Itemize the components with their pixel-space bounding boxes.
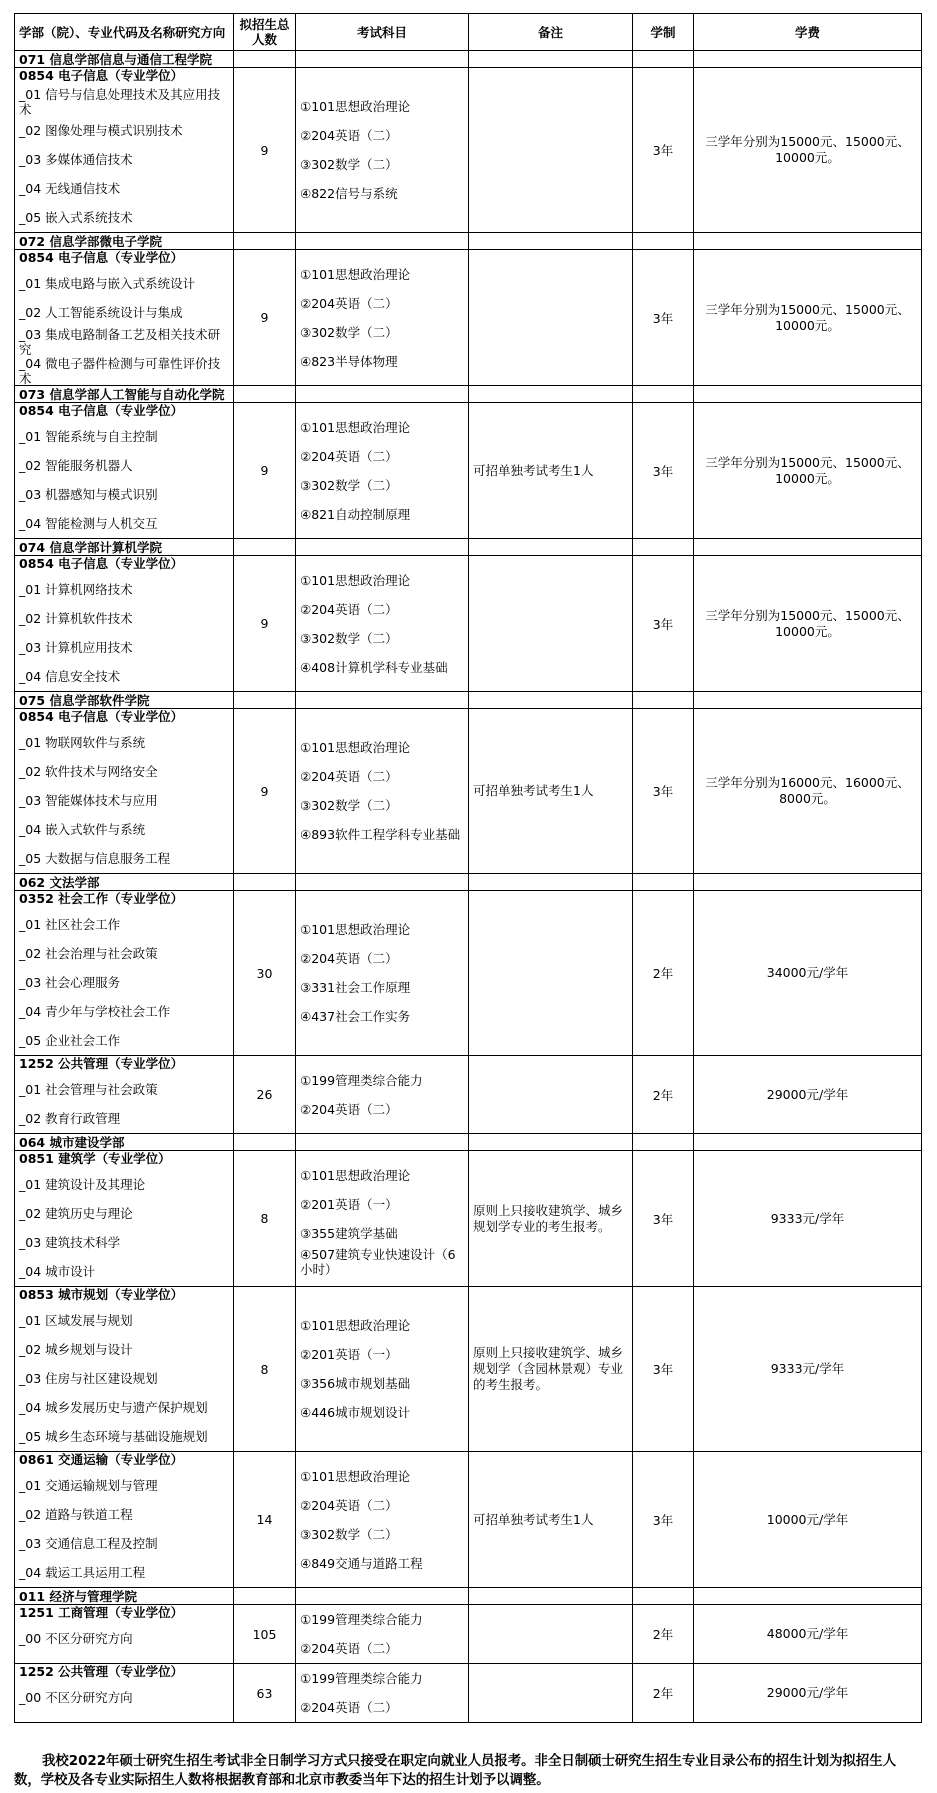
exam-subject: ④437社会工作实务: [300, 1009, 411, 1024]
research-direction: _04 青少年与学校社会工作: [19, 1004, 171, 1019]
exam-subjects: [296, 1056, 469, 1134]
research-direction: _05 企业社会工作: [19, 1033, 121, 1048]
exam-subjects: [296, 891, 469, 1056]
exam-subject: ④823半导体物理: [300, 353, 398, 369]
major-cell: [15, 556, 234, 692]
college-name: 064 城市建设学部: [15, 1134, 234, 1151]
exam-subject: ②204英语（二）: [300, 1700, 398, 1715]
exam-subjects: [296, 1287, 469, 1452]
empty-cell: [296, 1134, 469, 1151]
exam-subject: ①199管理类综合能力: [300, 1612, 423, 1627]
empty-cell: [296, 233, 469, 250]
major-row: [15, 556, 922, 692]
empty-cell: [633, 692, 694, 709]
college-name: 073 信息学部人工智能与自动化学院: [15, 386, 234, 403]
major-cell: [15, 68, 234, 233]
major-cell: [15, 1287, 234, 1452]
exam-subjects: [296, 1452, 469, 1588]
research-direction: _03 建筑技术科学: [19, 1235, 121, 1250]
empty-cell: [633, 1134, 694, 1151]
table-body: [15, 51, 922, 1723]
exam-subject: ④849交通与道路工程: [300, 1555, 423, 1571]
tuition-fee: 三学年分别为16000元、16000元、8000元。: [694, 709, 922, 874]
major-cell: [15, 403, 234, 539]
research-direction: _04 嵌入式软件与系统: [19, 822, 146, 837]
exam-subject: ①101思想政治理论: [300, 99, 411, 114]
research-direction: _02 城乡规划与设计: [19, 1342, 133, 1357]
enrollment-count: 9: [234, 250, 296, 386]
exam-subject: ④446城市规划设计: [300, 1405, 411, 1420]
empty-cell: [694, 1588, 922, 1605]
exam-subject: ③302数学（二）: [300, 324, 398, 340]
exam-subject: ②204英语（二）: [300, 128, 398, 143]
research-direction: _00 不区分研究方向: [19, 1690, 133, 1705]
empty-cell: [296, 874, 469, 891]
study-years: 2年: [633, 891, 694, 1056]
major-row: [15, 1287, 922, 1452]
study-years: 2年: [633, 1056, 694, 1134]
major-row: [15, 891, 922, 1056]
exam-subjects: [296, 709, 469, 874]
research-direction: _02 软件技术与网络安全: [19, 764, 158, 779]
exam-subject: ②204英语（二）: [300, 951, 398, 966]
research-direction: _02 计算机软件技术: [19, 611, 133, 626]
research-direction: _03 机器感知与模式识别: [19, 487, 158, 502]
exam-subjects: [296, 556, 469, 692]
empty-cell: [469, 386, 633, 403]
major-name: 0853 城市规划（专业学位）: [19, 1287, 184, 1302]
research-direction: _05 大数据与信息服务工程: [19, 851, 171, 866]
header-count: 拟招生总人数: [234, 14, 296, 51]
exam-subject: ③355建筑学基础: [300, 1225, 398, 1241]
empty-cell: [234, 874, 296, 891]
empty-cell: [469, 1588, 633, 1605]
empty-cell: [633, 386, 694, 403]
exam-subject: ①101思想政治理论: [300, 1167, 411, 1183]
research-direction: _02 图像处理与模式识别技术: [19, 123, 183, 138]
research-direction: _01 信号与信息处理技术及其应用技术: [19, 86, 221, 117]
remark-cell: 原则上只接收建筑学、城乡规划学专业的考生报考。: [469, 1151, 633, 1287]
empty-cell: [694, 1134, 922, 1151]
remark-cell: 可招单独考试考生1人: [469, 403, 633, 539]
major-name: 0854 电子信息（专业学位）: [19, 250, 184, 265]
empty-cell: [234, 692, 296, 709]
research-direction: _03 计算机应用技术: [19, 640, 133, 655]
empty-cell: [296, 539, 469, 556]
research-direction: _01 智能系统与自主控制: [19, 429, 158, 444]
header-fee: 学费: [694, 14, 922, 51]
enrollment-count: 30: [234, 891, 296, 1056]
research-direction: _01 计算机网络技术: [19, 582, 133, 597]
exam-subject: ②204英语（二）: [300, 295, 398, 311]
enrollment-count: 9: [234, 68, 296, 233]
research-direction: _02 建筑历史与理论: [19, 1206, 133, 1221]
major-name: 0854 电子信息（专业学位）: [19, 556, 184, 571]
empty-cell: [469, 51, 633, 68]
tuition-fee: 9333元/学年: [694, 1287, 922, 1452]
exam-subject: ③356城市规划基础: [300, 1376, 411, 1391]
enrollment-count: 8: [234, 1287, 296, 1452]
empty-cell: [234, 233, 296, 250]
major-row: [15, 1605, 922, 1664]
header-note: 备注: [469, 14, 633, 51]
empty-cell: [296, 386, 469, 403]
major-cell: [15, 1151, 234, 1287]
major-cell: [15, 709, 234, 874]
college-row: [15, 874, 922, 891]
remark-cell: [469, 556, 633, 692]
research-direction: _04 微电子器件检测与可靠性评价技术: [19, 355, 221, 386]
research-direction: _02 人工智能系统设计与集成: [19, 305, 183, 320]
research-direction: _00 不区分研究方向: [19, 1631, 133, 1646]
study-years: 3年: [633, 403, 694, 539]
exam-subject: ③302数学（二）: [300, 798, 398, 813]
exam-subject: ②201英语（一）: [300, 1347, 398, 1362]
empty-cell: [694, 386, 922, 403]
exam-subjects: [296, 250, 469, 386]
major-row: [15, 1151, 922, 1287]
exam-subject: ④408计算机学科专业基础: [300, 659, 448, 675]
exam-subjects: [296, 68, 469, 233]
tuition-fee: 29000元/学年: [694, 1664, 922, 1723]
exam-subject: ④822信号与系统: [300, 186, 398, 201]
empty-cell: [469, 539, 633, 556]
empty-cell: [469, 692, 633, 709]
research-direction: _03 社会心理服务: [19, 975, 121, 990]
empty-cell: [694, 539, 922, 556]
research-direction: _04 城乡发展历史与遗产保护规划: [19, 1400, 208, 1415]
major-cell: [15, 891, 234, 1056]
exam-subject: ②204英语（二）: [300, 448, 398, 464]
tuition-fee: 34000元/学年: [694, 891, 922, 1056]
study-years: 2年: [633, 1664, 694, 1723]
remark-cell: 原则上只接收建筑学、城乡规划学（含园林景观）专业的考生报考。: [469, 1287, 633, 1452]
college-name: 075 信息学部软件学院: [15, 692, 234, 709]
empty-cell: [633, 874, 694, 891]
research-direction: _01 交通运输规划与管理: [19, 1478, 158, 1493]
empty-cell: [469, 233, 633, 250]
exam-subject: ②204英语（二）: [300, 1641, 398, 1656]
exam-subject: ①199管理类综合能力: [300, 1671, 423, 1686]
exam-subjects: [296, 403, 469, 539]
tuition-fee: 三学年分别为15000元、15000元、10000元。: [694, 403, 922, 539]
tuition-fee: 9333元/学年: [694, 1151, 922, 1287]
enrollment-count: 9: [234, 556, 296, 692]
research-direction: _05 嵌入式系统技术: [19, 210, 133, 225]
research-direction: _02 教育行政管理: [19, 1111, 121, 1126]
study-years: 3年: [633, 68, 694, 233]
college-row: [15, 1588, 922, 1605]
study-years: 3年: [633, 1151, 694, 1287]
college-row: [15, 539, 922, 556]
research-direction: _01 社区社会工作: [19, 917, 121, 932]
remark-cell: [469, 250, 633, 386]
tuition-fee: 三学年分别为15000元、15000元、10000元。: [694, 68, 922, 233]
exam-subjects: [296, 1664, 469, 1723]
exam-subject: ①101思想政治理论: [300, 266, 411, 282]
empty-cell: [234, 51, 296, 68]
research-direction: _03 多媒体通信技术: [19, 152, 133, 167]
remark-cell: [469, 1605, 633, 1664]
major-name: 0861 交通运输（专业学位）: [19, 1452, 184, 1467]
major-row: [15, 1452, 922, 1588]
major-cell: [15, 1452, 234, 1588]
empty-cell: [694, 51, 922, 68]
empty-cell: [234, 539, 296, 556]
major-row: [15, 1056, 922, 1134]
empty-cell: [633, 539, 694, 556]
header-years: 学制: [633, 14, 694, 51]
remark-cell: [469, 891, 633, 1056]
exam-subject: ②204英语（二）: [300, 1101, 398, 1117]
exam-subject: ①101思想政治理论: [300, 419, 411, 435]
exam-subject: ②201英语（一）: [300, 1196, 398, 1212]
empty-cell: [296, 692, 469, 709]
college-name: 071 信息学部信息与通信工程学院: [15, 51, 234, 68]
exam-subjects: [296, 1151, 469, 1287]
exam-subject: ①101思想政治理论: [300, 922, 411, 937]
empty-cell: [633, 1588, 694, 1605]
exam-subject: ①101思想政治理论: [300, 1468, 411, 1484]
major-name: 0854 电子信息（专业学位）: [19, 709, 184, 724]
study-years: 3年: [633, 556, 694, 692]
tuition-fee: 48000元/学年: [694, 1605, 922, 1664]
major-name: 0854 电子信息（专业学位）: [19, 403, 184, 418]
exam-subject: ①101思想政治理论: [300, 1318, 411, 1333]
major-row: [15, 250, 922, 386]
exam-subject: ③331社会工作原理: [300, 980, 411, 995]
research-direction: _04 无线通信技术: [19, 181, 121, 196]
exam-subject: ③302数学（二）: [300, 1526, 398, 1542]
research-direction: _02 道路与铁道工程: [19, 1507, 133, 1522]
empty-cell: [234, 1588, 296, 1605]
admissions-table: [14, 13, 922, 1723]
exam-subject: ②204英语（二）: [300, 601, 398, 617]
tuition-fee: 三学年分别为15000元、15000元、10000元。: [694, 250, 922, 386]
study-years: 3年: [633, 1452, 694, 1588]
empty-cell: [633, 233, 694, 250]
major-cell: [15, 1605, 234, 1664]
study-years: 2年: [633, 1605, 694, 1664]
research-direction: _03 住房与社区建设规划: [19, 1371, 158, 1386]
enrollment-count: 8: [234, 1151, 296, 1287]
college-row: [15, 51, 922, 68]
exam-subject: ③302数学（二）: [300, 630, 398, 646]
empty-cell: [469, 874, 633, 891]
major-cell: [15, 1664, 234, 1723]
admissions-table-wrapper: [14, 13, 921, 1723]
major-cell: [15, 250, 234, 386]
empty-cell: [234, 1134, 296, 1151]
tuition-fee: 10000元/学年: [694, 1452, 922, 1588]
research-direction: _05 城乡生态环境与基础设施规划: [19, 1429, 208, 1444]
enrollment-count: 105: [234, 1605, 296, 1664]
remark-cell: [469, 1056, 633, 1134]
major-name: 1252 公共管理（专业学位）: [19, 1056, 184, 1071]
research-direction: _03 智能媒体技术与应用: [19, 793, 158, 808]
header-dept: 学部（院）、专业代码及名称研究方向: [15, 14, 234, 51]
enrollment-count: 9: [234, 403, 296, 539]
research-direction: _02 智能服务机器人: [19, 458, 133, 473]
enrollment-count: 9: [234, 709, 296, 874]
research-direction: _01 物联网软件与系统: [19, 735, 146, 750]
tuition-fee: 29000元/学年: [694, 1056, 922, 1134]
remark-cell: [469, 68, 633, 233]
exam-subject: ①199管理类综合能力: [300, 1072, 423, 1088]
research-direction: _04 信息安全技术: [19, 669, 121, 684]
study-years: 3年: [633, 250, 694, 386]
remark-cell: 可招单独考试考生1人: [469, 1452, 633, 1588]
college-row: [15, 386, 922, 403]
major-row: [15, 68, 922, 233]
empty-cell: [633, 51, 694, 68]
empty-cell: [694, 233, 922, 250]
remark-cell: [469, 1664, 633, 1723]
major-name: 0352 社会工作（专业学位）: [19, 891, 184, 906]
college-row: [15, 233, 922, 250]
research-direction: _01 建筑设计及其理论: [19, 1177, 146, 1192]
research-direction: _04 城市设计: [19, 1264, 96, 1279]
research-direction: _03 集成电路制备工艺及相关技术研究: [19, 326, 221, 357]
college-row: [15, 1134, 922, 1151]
exam-subject: ④893软件工程学科专业基础: [300, 827, 461, 842]
college-name: 011 经济与管理学院: [15, 1588, 234, 1605]
empty-cell: [296, 51, 469, 68]
research-direction: _02 社会治理与社会政策: [19, 946, 158, 961]
exam-subject: ①101思想政治理论: [300, 572, 411, 588]
exam-subject: ④507建筑专业快速设计（6小时）: [300, 1247, 456, 1277]
remark-cell: 可招单独考试考生1人: [469, 709, 633, 874]
header-exam: 考试科目: [296, 14, 469, 51]
college-name: 062 文法学部: [15, 874, 234, 891]
empty-cell: [469, 1134, 633, 1151]
major-cell: [15, 1056, 234, 1134]
major-row: [15, 403, 922, 539]
research-direction: _04 载运工具运用工程: [19, 1565, 146, 1580]
exam-subject: ③302数学（二）: [300, 157, 398, 172]
enrollment-count: 14: [234, 1452, 296, 1588]
major-name: 0854 电子信息（专业学位）: [19, 68, 184, 83]
empty-cell: [296, 1588, 469, 1605]
major-name: 1251 工商管理（专业学位）: [19, 1605, 184, 1620]
study-years: 3年: [633, 709, 694, 874]
empty-cell: [234, 386, 296, 403]
table-header-row: [15, 14, 922, 51]
major-name: 1252 公共管理（专业学位）: [19, 1664, 184, 1679]
tuition-fee: 三学年分别为15000元、15000元、10000元。: [694, 556, 922, 692]
study-years: 3年: [633, 1287, 694, 1452]
research-direction: _01 区域发展与规划: [19, 1313, 133, 1328]
major-name: 0851 建筑学（专业学位）: [19, 1151, 171, 1166]
exam-subject: ②204英语（二）: [300, 769, 398, 784]
college-row: [15, 692, 922, 709]
exam-subject: ①101思想政治理论: [300, 740, 411, 755]
exam-subject: ②204英语（二）: [300, 1497, 398, 1513]
exam-subject: ③302数学（二）: [300, 477, 398, 493]
enrollment-count: 26: [234, 1056, 296, 1134]
empty-cell: [694, 874, 922, 891]
enrollment-count: 63: [234, 1664, 296, 1723]
exam-subject: ④821自动控制原理: [300, 506, 411, 522]
major-row: [15, 709, 922, 874]
research-direction: _01 社会管理与社会政策: [19, 1082, 158, 1097]
empty-cell: [694, 692, 922, 709]
exam-subjects: [296, 1605, 469, 1664]
research-direction: _04 智能检测与人机交互: [19, 516, 158, 531]
footer-note: 我校2022年硕士研究生招生考试非全日制学习方式只接受在职定向就业人员报考。非全日制硕士研究生招生专业目录公布的招生计划为拟招生人数，学校及各专业实际招生人数将根据教育部和北京市教委当年下达的招生计划予以调整。: [14, 1754, 897, 1788]
research-direction: _01 集成电路与嵌入式系统设计: [19, 276, 196, 291]
college-name: 074 信息学部计算机学院: [15, 539, 234, 556]
college-name: 072 信息学部微电子学院: [15, 233, 234, 250]
research-direction: _03 交通信息工程及控制: [19, 1536, 158, 1551]
major-row: [15, 1664, 922, 1723]
